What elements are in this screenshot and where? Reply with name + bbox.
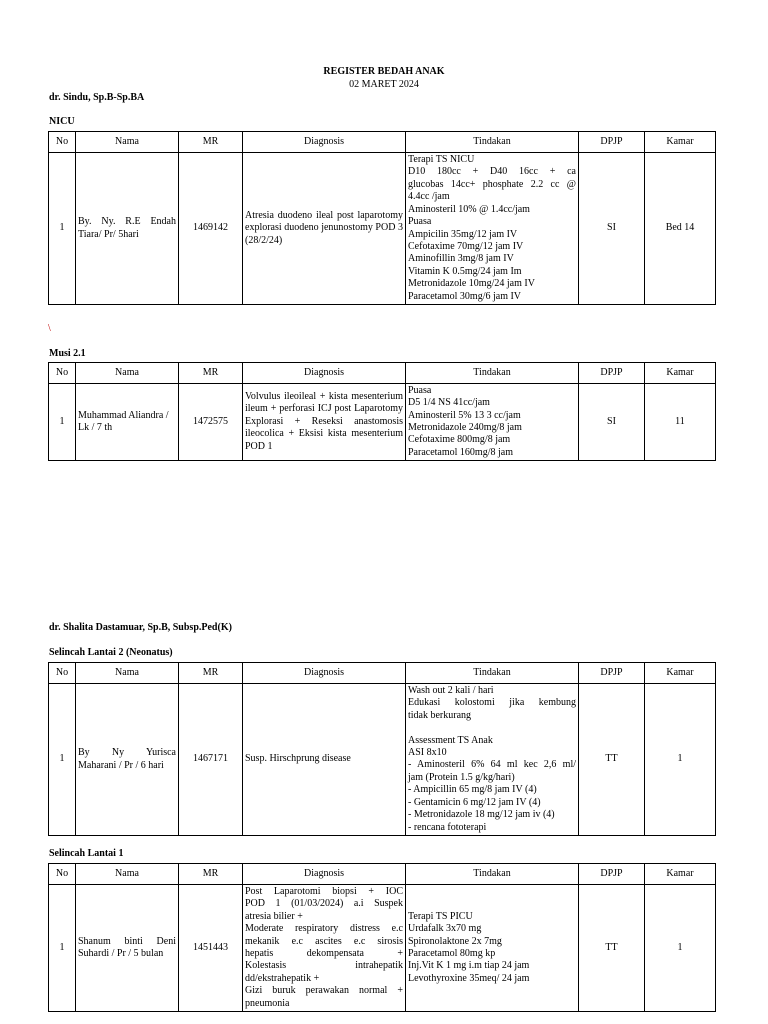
cell-no: 1 [49,684,76,836]
tindakan-line: Terapi TS NICU [408,154,475,166]
diagnosis-line: Gizi buruk perawakan normal + [245,985,403,997]
col-diagnosis: Diagnosis [243,132,406,153]
register-table-nicu [48,131,716,305]
col-dpjp: DPJP [579,663,645,684]
tindakan-line: Cefotaxime 800mg/8 jam [408,434,511,446]
tindakan-line: D5 1/4 NS 41cc/jam [408,397,490,409]
tindakan-line: Wash out 2 kali / hari [408,685,494,697]
tindakan-blank-line [408,722,576,734]
tindakan-line: Inj.Vit K 1 mg i.m tiap 24 jam [408,960,530,972]
table-row [49,384,716,461]
tindakan-line: tidak berkurang [408,709,472,721]
cell-nama: Muhammad Aliandra / Lk / 7 th [76,384,179,461]
col-no: No [49,663,76,684]
col-diagnosis: Diagnosis [243,864,406,885]
cell-mr: 1472575 [179,384,243,461]
cell-nama: By. Ny. R.E Endah Tiara/ Pr/ 5hari [76,153,179,305]
section-label-musi: Musi 2.1 [49,348,86,359]
cell-dpjp: TT [579,684,645,836]
col-diagnosis: Diagnosis [243,663,406,684]
col-kamar: Kamar [645,132,716,153]
col-kamar: Kamar [645,363,716,384]
tindakan-line: Cefotaxime 70mg/12 jam IV [408,240,524,252]
tindakan-line: - Ampicillin 65 mg/8 jam IV (4) [408,784,537,796]
diagnosis-line: pneumonia [245,997,290,1009]
tindakan-line: Urdafalk 3x70 mg [408,923,482,935]
stray-mark: \ [48,323,51,334]
diagnosis-line: Moderate respiratory distress e.c [245,923,403,935]
cell-kamar: 1 [645,684,716,836]
section-label-selincah-1: Selincah Lantai 1 [49,848,124,859]
tindakan-line: glucobas 14cc+ phosphate 2.2 cc @ [408,178,576,190]
tindakan-line: Paracetamol 30mg/6 jam IV [408,290,522,302]
table-header-row [49,864,716,885]
col-tindakan: Tindakan [406,663,579,684]
tindakan-line: Terapi TS PICU [408,910,473,922]
cell-diagnosis [243,885,406,1012]
cell-tindakan [406,684,579,836]
cell-no: 1 [49,384,76,461]
document-title: REGISTER BEDAH ANAK [323,66,445,77]
tindakan-line: Puasa [408,216,432,228]
tindakan-line: jam (Protein 1.5 g/kg/hari) [408,771,515,783]
section-label-selincah-2: Selincah Lantai 2 (Neonatus) [49,647,173,658]
col-dpjp: DPJP [579,132,645,153]
diagnosis-line: mekanik e.c ascites e.c sirosis [245,935,403,947]
diagnosis-line: dd/ekstrahepatik + [245,972,320,984]
col-no: No [49,363,76,384]
col-diagnosis: Diagnosis [243,363,406,384]
tindakan-line: ASI 8x10 [408,747,447,759]
col-dpjp: DPJP [579,864,645,885]
diagnosis-line: atresia bilier + [245,910,303,922]
diagnosis-line: hepatis dekompensata + [245,948,403,959]
col-nama: Nama [76,132,179,153]
col-mr: MR [179,663,243,684]
cell-nama: Shanum binti Deni Suhardi / Pr / 5 bulan [76,885,179,1012]
document-date: 02 MARET 2024 [349,79,419,90]
tindakan-line: Assessment TS Anak [408,734,493,746]
tindakan-line: Metronidazole 10mg/24 jam IV [408,278,535,290]
diagnosis-line: Post Laparotomi biopsi + IOC [245,885,403,897]
tindakan-line: 4.4cc /jam [408,191,450,203]
col-tindakan: Tindakan [406,132,579,153]
col-nama: Nama [76,363,179,384]
col-no: No [49,132,76,153]
tindakan-line: - Metronidazole 18 mg/12 jam iv (4) [408,809,555,821]
cell-tindakan [406,153,579,305]
col-tindakan: Tindakan [406,864,579,885]
cell-dpjp: SI [579,153,645,305]
register-table-musi [48,362,716,461]
cell-mr: 1451443 [179,885,243,1012]
tindakan-line: Metronidazole 240mg/8 jam [408,422,522,433]
section-label-nicu: NICU [49,116,75,127]
tindakan-line: Levothyroxine 35meq/ 24 jam [408,972,530,984]
cell-mr: 1469142 [179,153,243,305]
register-table-selincah-2 [48,662,716,836]
col-mr: MR [179,132,243,153]
tindakan-line: Edukasi kolostomi jika kembung [408,697,576,709]
doctor-heading-1: dr. Sindu, Sp.B-Sp.BA [49,92,145,103]
tindakan-line: Puasa [408,384,432,396]
doctor-heading-2: dr. Shalita Dastamuar, Sp.B, Subsp.Ped(K) [49,622,232,633]
col-no: No [49,864,76,885]
cell-mr: 1467171 [179,684,243,836]
table-header-row [49,363,716,384]
cell-diagnosis: Susp. Hirschprung disease [243,684,406,836]
tindakan-line: Paracetamol 80mg kp [408,948,496,959]
col-tindakan: Tindakan [406,363,579,384]
table-row [49,885,716,1012]
col-mr: MR [179,363,243,384]
tindakan-line: Paracetamol 160mg/8 jam [408,446,513,458]
table-header-row [49,663,716,684]
diagnosis-line: Kolestasis intrahepatik [245,960,403,972]
tindakan-line: - rencana fototerapi [408,821,487,833]
col-nama: Nama [76,663,179,684]
table-header-row [49,132,716,153]
cell-kamar: Bed 14 [645,153,716,305]
col-kamar: Kamar [645,864,716,885]
cell-nama: By Ny Yurisca Maharani / Pr / 6 hari [76,684,179,836]
col-nama: Nama [76,864,179,885]
tindakan-line: Vitamin K 0.5mg/24 jam Im [408,265,522,277]
tindakan-line: Aminosteril 5% 13 3 cc/jam [408,409,521,421]
table-row [49,684,716,836]
cell-diagnosis: Atresia duodeno ileal post laparotomy explorasi duodeno jenunostomy POD 3 (28/2/24) [243,153,406,305]
register-table-selincah-1 [48,863,716,1012]
tindakan-line: Aminosteril 10% @ 1.4cc/jam [408,203,530,215]
col-mr: MR [179,864,243,885]
col-kamar: Kamar [645,663,716,684]
table-row [49,153,716,305]
tindakan-line: Ampicilin 35mg/12 jam IV [408,228,518,240]
tindakan-line: - Gentamicin 6 mg/12 jam IV (4) [408,796,541,808]
cell-dpjp: TT [579,885,645,1012]
col-dpjp: DPJP [579,363,645,384]
tindakan-line: - Aminosteril 6% 64 ml kec 2,6 ml/ [408,759,576,771]
cell-diagnosis: Volvulus ileoileal + kista mesenterium ileum + perforasi ICJ post Laparotomy Explorasi + Reseksi anastomosis ileocolica + Eksisi kista mesenterium POD 1 [243,384,406,461]
diagnosis-line: POD 1 (01/03/2024) a.i Suspek [245,898,403,910]
tindakan-line: Spironolaktone 2x 7mg [408,935,502,947]
cell-tindakan [406,384,579,461]
cell-dpjp: SI [579,384,645,461]
cell-kamar: 1 [645,885,716,1012]
tindakan-line: Aminofillin 3mg/8 jam IV [408,253,514,265]
cell-no: 1 [49,153,76,305]
cell-tindakan [406,885,579,1012]
cell-no: 1 [49,885,76,1012]
cell-kamar: 11 [645,384,716,461]
tindakan-line: D10 180cc + D40 16cc + ca [408,166,576,178]
